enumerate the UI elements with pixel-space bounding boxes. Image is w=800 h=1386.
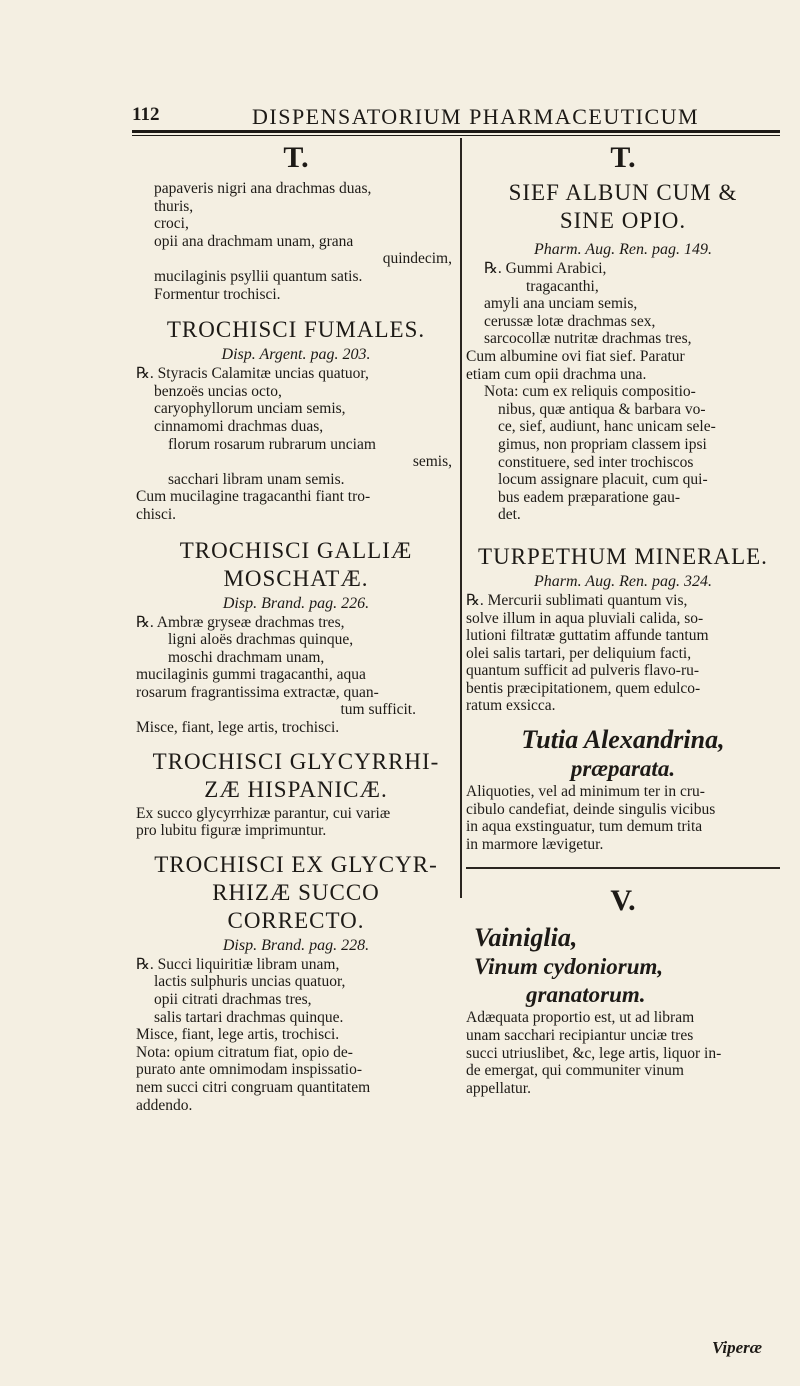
text-line: moschi drachmam unam, [168, 648, 325, 666]
recipe-title: TROCHISCI EX GLYCYR- [154, 851, 438, 877]
recipe-title-cont: SINE OPIO. [559, 208, 687, 233]
text-line: nibus, quæ antiqua & barbara vo- [498, 400, 706, 418]
text-line: thuris, [154, 197, 194, 215]
text-line: lutioni filtratæ guttatim affunde tantum [466, 627, 709, 645]
recipe-title: TURPETHUM MINERALE. [478, 543, 768, 569]
recipe-source: Pharm. Aug. Ren. pag. 324. [534, 572, 712, 590]
text-line: sarcocollæ nutritæ drachmas tres, [484, 330, 692, 348]
text-line: bentis præcipitationem, quem edulco- [466, 679, 701, 697]
text-line: Adæquata proportio est, ut ad libram [466, 1009, 695, 1027]
text-line: caryophyllorum unciam semis, [154, 400, 346, 418]
text-line: tum sufficit. [340, 701, 416, 719]
text-line: tragacanthi, [526, 277, 599, 295]
recipe-title: TROCHISCI FUMALES. [166, 317, 426, 343]
text-line: cinnamomi drachmas duas, [154, 417, 324, 435]
recipe-title-cont: ZÆ HISPANICÆ. [204, 776, 388, 802]
text-line: addendo. [136, 1096, 193, 1114]
text-line: ℞. Mercurii sublimati quantum vis, [466, 591, 688, 609]
text-line: ℞. Succi liquiritiæ libram unam, [136, 955, 340, 973]
text-line: quantum sufficit ad pulveris flavo-ru- [466, 662, 700, 680]
text-line: in marmore lævigetur. [466, 835, 604, 853]
text-line: ligni aloës drachmas quinque, [168, 631, 354, 649]
text-line: ℞. Styracis Calamitæ uncias quatuor, [136, 365, 369, 383]
text-line: ℞. Gummi Arabici, [484, 260, 607, 277]
text-line: in aqua exstinguatur, tum demum trita [466, 818, 703, 836]
text-line: chisci. [136, 505, 177, 523]
text-line: ce, sief, audiunt, hanc unicam sele- [498, 418, 716, 436]
recipe-source: Disp. Brand. pag. 228. [222, 936, 370, 954]
section-letter-right: T. [610, 141, 636, 174]
text-line: nem succi citri congruam quantitatem [136, 1079, 371, 1096]
recipe-title: SIEF ALBUN CUM & [508, 180, 738, 205]
recipe-title-cont: MOSCHATÆ. [223, 565, 369, 591]
running-title: DISPENSATORIUM PHARMACEUTICUM [252, 104, 700, 129]
text-line: mucilaginis gummi tragacanthi, aqua [136, 666, 366, 684]
catchword: Viperæ [712, 1338, 763, 1357]
text-line: locum assignare placuit, cum qui- [498, 471, 708, 489]
right-column [466, 140, 780, 1097]
text-line: Nota: opium citratum fiat, opio de- [136, 1043, 353, 1061]
recipe-source: Disp. Brand. pag. 226. [222, 594, 370, 612]
text-line: constituere, sed inter trochiscos [498, 453, 694, 471]
text-line: appellatur. [466, 1079, 531, 1097]
text-line: gimus, non propriam classem ipsi [498, 435, 707, 453]
header-rule-thin [132, 135, 780, 136]
section-letter-left: T. [283, 141, 309, 174]
recipe-title-cont: præparata. [570, 756, 676, 782]
section-letter-v: V. [610, 884, 636, 918]
text-line: Ex succo glycyrrhizæ parantur, cui variæ [136, 804, 391, 822]
recipe-title-cont: CORRECTO. [227, 907, 365, 933]
page-number: 112 [132, 104, 160, 125]
text-line: de emergat, qui communiter vinum [466, 1062, 684, 1080]
text-line: Cum albumine ovi fiat sief. Paratur [466, 347, 685, 365]
text-line: pro lubitu figuræ imprimuntur. [136, 822, 327, 840]
text-line: Formentur trochisci. [154, 285, 281, 303]
text-line: det. [498, 506, 521, 524]
recipe-title-cont: granatorum. [526, 982, 646, 1008]
recipe-title: Vinum cydoniorum, [474, 954, 664, 980]
text-line: benzoës uncias octo, [154, 382, 282, 400]
header-rule [132, 130, 780, 133]
text-line: opii ana drachmam unam, grana [154, 232, 354, 250]
recipe-source: Pharm. Aug. Ren. pag. 149. [534, 241, 712, 258]
text-line: Aliquoties, vel ad minimum ter in cru- [466, 783, 705, 801]
text-line: bus eadem præparatione gau- [498, 488, 681, 506]
recipe-title: Tutia Alexandrina, [521, 725, 725, 755]
text-line: quindecim, [382, 250, 452, 268]
text-line: croci, [154, 215, 189, 233]
recipe-title: TROCHISCI GALLIÆ [179, 537, 413, 563]
text-line: unam sacchari recipiantur unciæ tres [466, 1027, 694, 1045]
text-line: salis tartari drachmas quinque. [154, 1008, 344, 1026]
recipe-title: Vainiglia, [474, 923, 578, 953]
recipe-source: Disp. Argent. pag. 203. [221, 346, 371, 364]
left-column [136, 140, 456, 1114]
text-line: semis, [412, 453, 452, 471]
section-rule [466, 867, 780, 869]
text-line: ℞. Ambræ gryseæ drachmas tres, [136, 613, 345, 631]
text-line: amyli ana unciam semis, [484, 295, 638, 313]
text-line: purato ante omnimodam inspissatio- [136, 1061, 363, 1079]
text-line: etiam cum opii drachma una. [466, 365, 647, 383]
text-line: cibulo candefiat, deinde singulis vicibus [466, 800, 716, 818]
text-line: Cum mucilagine tragacanthi fiant tro- [136, 488, 371, 506]
recipe-title-cont: RHIZÆ SUCCO [212, 879, 380, 905]
text-line: rosarum fragrantissima extractæ, quan- [136, 683, 379, 701]
recipe-title: TROCHISCI GLYCYRRHI- [152, 748, 440, 774]
text-line: mucilaginis psyllii quantum satis. [154, 267, 363, 285]
column-divider [460, 138, 462, 898]
text-line: Misce, fiant, lege artis, trochisci. [136, 1026, 340, 1044]
text-line: opii citrati drachmas tres, [154, 991, 312, 1009]
text-line: solve illum in aqua pluviali calida, so- [466, 609, 704, 627]
text-line: sacchari libram unam semis. [168, 470, 345, 488]
text-line: cerussæ lotæ drachmas sex, [484, 312, 656, 330]
text-line: ratum exsicca. [466, 697, 556, 715]
text-line: florum rosarum rubrarum unciam [168, 435, 376, 453]
text-line: papaveris nigri ana drachmas duas, [154, 180, 372, 197]
text-line: Misce, fiant, lege artis, trochisci. [136, 719, 340, 737]
text-line: succi utriuslibet, &c, lege artis, liquor in- [466, 1044, 722, 1062]
text-line: lactis sulphuris uncias quatuor, [154, 973, 346, 991]
text-line: Nota: cum ex reliquis compositio- [484, 383, 696, 401]
text-line: olei salis tartari, per deliquium facti, [466, 644, 692, 662]
